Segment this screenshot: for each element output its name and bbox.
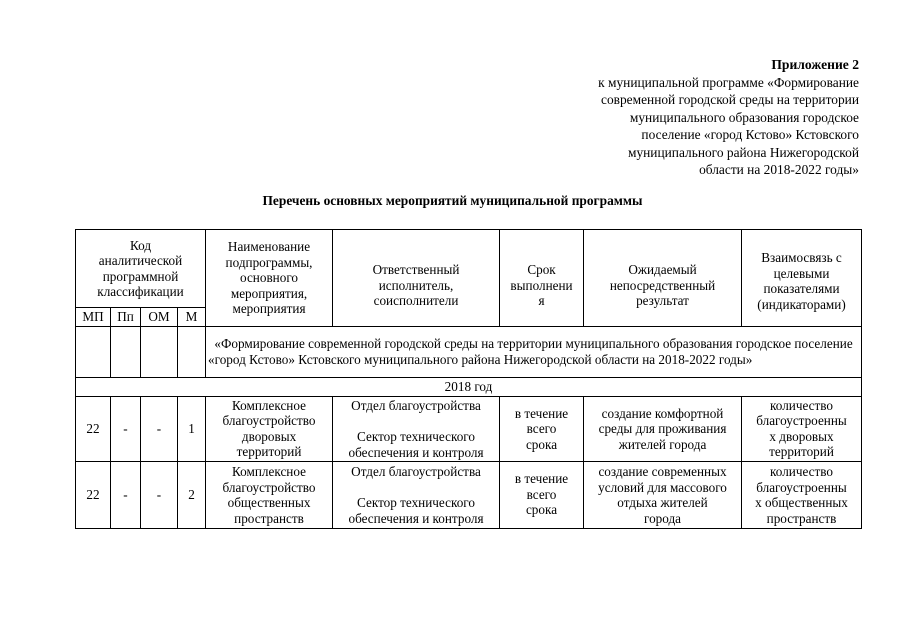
- cell-m: 2: [178, 462, 206, 529]
- cell-term: в течение всего срока: [500, 462, 584, 529]
- cell-term: в течение всего срока: [500, 396, 584, 462]
- appendix-line: поселение «город Кстово» Кстовского: [641, 127, 859, 142]
- appendix-block: [529, 56, 859, 179]
- header-mp: МП: [76, 308, 111, 327]
- header-name: Наименование подпрограммы, основного мероприятия, мероприятия: [206, 230, 333, 327]
- header-om: ОМ: [141, 308, 178, 327]
- header-pp: Пп: [111, 308, 141, 327]
- appendix-line: современной городской среды на территории: [601, 92, 859, 107]
- cell-indicator: количество благоустроенны х общественных пространств: [742, 462, 862, 529]
- year-row: [76, 377, 862, 396]
- cell-om: -: [141, 462, 178, 529]
- header-term: Срок выполнени я: [500, 230, 584, 327]
- cell-m: 1: [178, 396, 206, 462]
- program-row: [76, 326, 862, 377]
- cell-mp: 22: [76, 462, 111, 529]
- header-row: [76, 230, 862, 308]
- appendix-line: муниципального образования городское: [629, 109, 859, 125]
- cell-indicator: количество благоустроенны х дворовых территорий: [742, 396, 862, 462]
- cell-name: Комплексное благоустройство дворовых территорий: [206, 396, 333, 462]
- header-code-group: Код аналитической программной классификации: [76, 230, 206, 308]
- table-row: [76, 462, 862, 529]
- header-responsible: Ответственный исполнитель, соисполнители: [333, 230, 500, 327]
- header-indicators: Взаимосвязь с целевыми показателями (индикаторами): [742, 230, 862, 327]
- cell-result: создание современных условий для массового отдыха жителей города: [584, 462, 742, 529]
- year-label: 2018 год: [76, 377, 862, 396]
- cell-mp: 22: [76, 396, 111, 462]
- cell-pp: -: [111, 396, 141, 462]
- document-title: Перечень основных мероприятий муниципальной программы: [262, 193, 643, 208]
- cell-responsible: Отдел благоустройства Сектор технического обеспечения и контроля: [333, 462, 500, 529]
- program-name: «Формирование современной городской среды на территории муниципального образования городское поселение «город Кстово» Кстовского муниципального района Нижегородской области на 2018-2022 годы»: [206, 326, 862, 377]
- cell-om: -: [141, 396, 178, 462]
- cell-responsible: Отдел благоустройства Сектор технического обеспечения и контроля: [333, 396, 500, 462]
- appendix-line: области на 2018-2022 годы»: [699, 162, 859, 177]
- cell-name: Комплексное благоустройство общественных пространств: [206, 462, 333, 529]
- cell-pp: -: [111, 462, 141, 529]
- appendix-line: к муниципальной программе «Формирование: [598, 74, 859, 90]
- header-m: М: [178, 308, 206, 327]
- appendix-heading: Приложение 2: [771, 57, 859, 72]
- table-row: [76, 396, 862, 462]
- cell-result: создание комфортной среды для проживания жителей города: [584, 396, 742, 462]
- header-result: Ожидаемый непосредственный результат: [584, 230, 742, 327]
- activities-table: [75, 229, 862, 529]
- appendix-line: муниципального района Нижегородской: [627, 144, 859, 160]
